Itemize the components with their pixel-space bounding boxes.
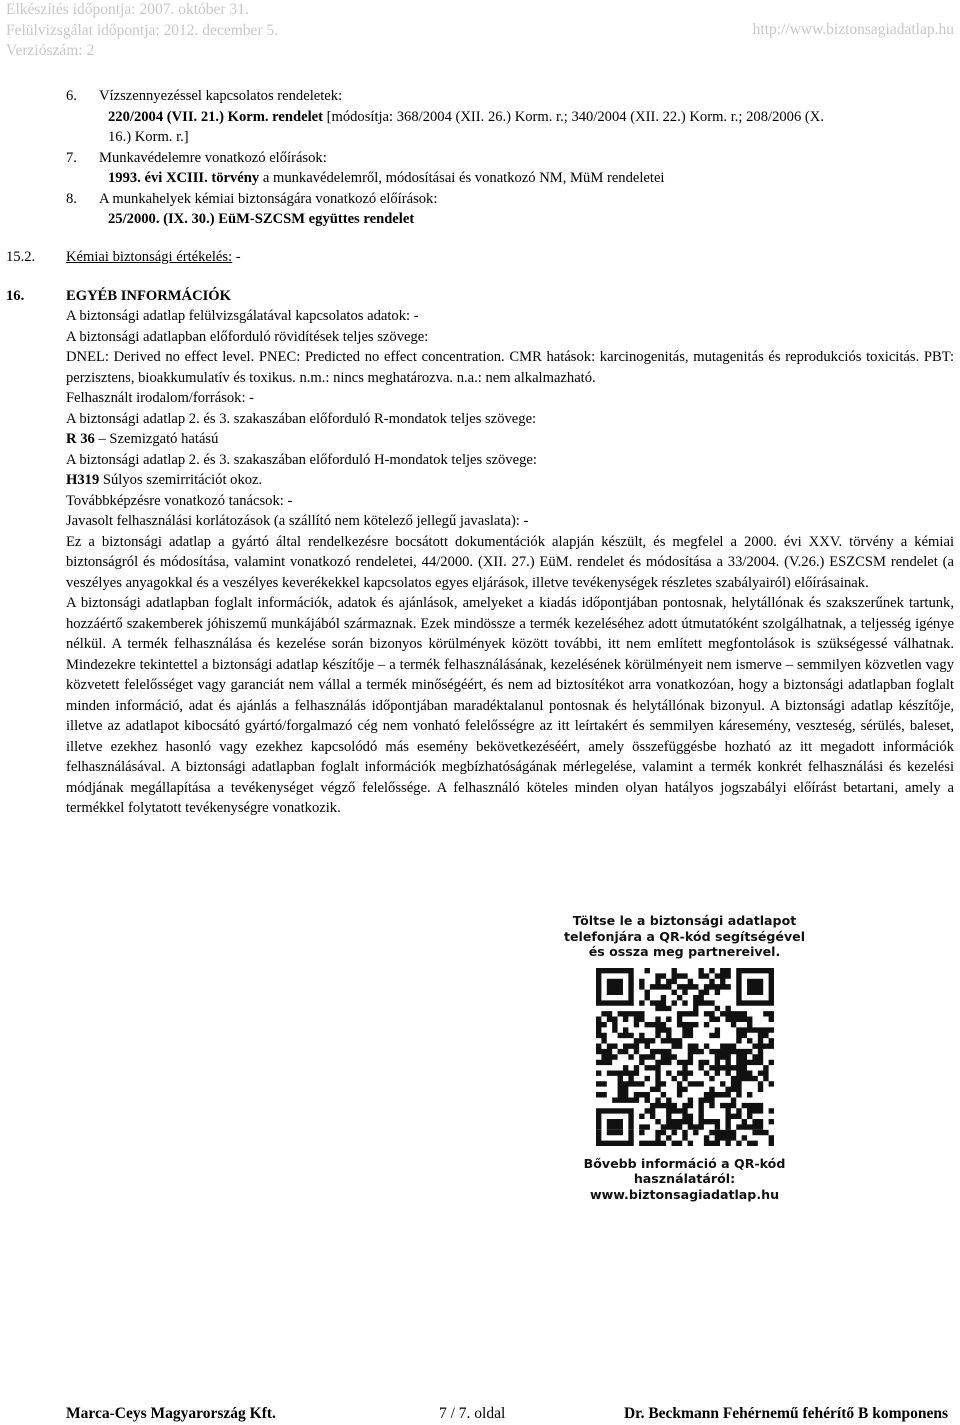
section-value: - xyxy=(232,249,241,265)
r-phrase-code: R 36 xyxy=(66,431,95,447)
qr-caption-bottom-2: használatáról: xyxy=(633,1171,736,1186)
item-title: Vízszennyezéssel kapcsolatos rendeletek: xyxy=(99,88,343,104)
qr-code-icon xyxy=(596,968,774,1146)
section-number: 15.2. xyxy=(6,249,36,265)
abbreviations-intro: A biztonsági adatlapban előforduló rövidítések teljes szövege: xyxy=(66,328,429,345)
section-title: EGYÉB INFORMÁCIÓK xyxy=(66,288,231,304)
literature: Felhasznált irodalom/források: - xyxy=(66,390,255,406)
item-number: 8. xyxy=(66,190,77,207)
revision-info: A biztonsági adatlap felülvizsgálatával kapcsolatos adatok: - xyxy=(66,308,419,324)
regulation-name: 1993. évi XCIII. törvény xyxy=(108,170,260,186)
regulations-list xyxy=(66,86,952,230)
section-number: 16. xyxy=(6,288,25,304)
section-16-body xyxy=(66,306,954,819)
revision-date: Felülvizsgálat időpontja: 2012. december 5. xyxy=(6,21,279,39)
item-number: 6. xyxy=(66,88,77,104)
product-name: Dr. Beckmann Fehérnemű fehérítő B komponens xyxy=(623,1405,948,1422)
version-number: Verziószám: 2 xyxy=(6,42,95,59)
training-advice: Továbbképzésre vonatkozó tanácsok: - xyxy=(66,492,293,509)
qr-caption-top-1: Töltse le a biztonsági adatlapot xyxy=(572,913,797,928)
qr-caption-top-2: telefonjára a QR-kód segítségével xyxy=(563,928,806,944)
abbreviations-text: DNEL: Derived no effect level. PNEC: Predicted no effect concentration. CMR hatások: karcinogenitás, mutagenitás és reprodukciós toxicitás. PBT: perzisztens, bioakkumulatív és toxikus. n.m.: nincs meghatározva. n.a.: nem alkalmazható. xyxy=(66,349,954,386)
h-phrases-intro: A biztonsági adatlap 2. és 3. szakaszában előforduló H-mondatok teljes szövege: xyxy=(66,451,537,468)
regulation-name: 220/2004 (VII. 21.) Korm. rendelet xyxy=(108,108,323,125)
qr-caption-top-3: és ossza meg partnereivel. xyxy=(588,944,781,959)
h-phrase xyxy=(66,470,954,491)
regulation-note-cont: 16.) Korm. r.] xyxy=(108,129,189,145)
r-phrase-text: – Szemizgató hatású xyxy=(94,431,219,447)
h-phrase-code: H319 xyxy=(66,472,100,488)
header-url: http://www.biztonsagiadatlap.hu xyxy=(752,21,954,38)
regulation-name: 25/2000. (IX. 30.) EüM-SZCSM együttes rendelet xyxy=(108,211,415,227)
r-phrase xyxy=(66,429,954,450)
r-phrases-intro: A biztonsági adatlap 2. és 3. szakaszában előforduló R-mondatok teljes szövege: xyxy=(66,410,537,427)
section-15-2 xyxy=(6,247,241,268)
qr-caption-bottom-3: www.biztonsagiadatlap.hu xyxy=(589,1186,780,1202)
qr-caption-bottom-1: Bővebb információ a QR-kód xyxy=(583,1155,786,1171)
page-header xyxy=(6,0,954,62)
item-title: Munkavédelemre vonatkozó előírások: xyxy=(99,149,327,166)
qr-code-block xyxy=(542,913,827,1233)
item-number: 7. xyxy=(66,149,77,166)
h-phrase-text: Súlyos szemirritációt okoz. xyxy=(99,472,263,488)
item-title: A munkahelyek kémiai biztonságára vonatkozó előírások: xyxy=(99,190,438,207)
usage-restrictions: Javasolt felhasználási korlátozások (a szállító nem kötelező jellegű javaslata): - xyxy=(66,513,529,529)
regulation-note: [módosítja: 368/2004 (XII. 26.) Korm. r.; 340/2004 (XII. 22.) Korm. r.; 208/2006 (X. xyxy=(322,108,824,125)
section-title: Kémiai biztonsági értékelés: xyxy=(66,249,233,265)
section-16 xyxy=(6,286,954,307)
page-footer xyxy=(66,1404,954,1424)
regulation-note: a munkavédelemről, módosításai és vonatkozó NM, MüM rendeletei xyxy=(259,170,665,186)
prepared-date: Elkészítés időpontja: 2007. október 31. xyxy=(6,1,249,18)
disclaimer-paragraph: A biztonsági adatlapban foglalt információk, adatok és ajánlások, amelyeket a kiadás időpontjában pontosnak, helytállónak és szakszerűnek tartunk, hozzáértő szakemberek jóhiszemű munkájából származnak. Ezek mindössze a termék kezeléséhez adott útmutatóként szolgálhatnak, a teljesség igénye nélkül. A termék felhasználása és kezelése során bizonyos körülmények között további, itt nem említett megfontolások is szükségessé válhatnak. Mindezekre tekintettel a biztonsági adatlap készítője – a termék felhasználásának, kezelésének körülményeit nem ismerve – semmilyen közvetlen vagy közvetett felelősséget vagy garanciát nem vállal a termék minőségéért, és nem ad biztosítékot arra vonatkozóan, hogy a biztonsági adatlapban foglalt minden információ, adat és ajánlás a felhasználás időpontjában maradéktalanul pontosnak és helytállónak bizonyul. A biztonsági adatlap készítője, illetve az adatlapot kibocsátó gyártó/forgalmazó cég nem vonható felelősségre az itt leírtakért és semmilyen káresemény, veszteség, sérülés, baleset, illetve ezekhez hasonló vagy ezekhez kapcsolódó más esemény bekövetkezéséért, amely összefüggésbe hozható az itt megadott információk felhasználásával. A biztonsági adatlapban foglalt információk megbízhatóságának mérlegelése, valamint a termék konkrét felhasználási és kezelési módjának megállapítása a tevékenységet végző felelőssége. A felhasználó köteles minden olyan hatályos jogszabályi előírást betartani, amely a termékkel folytatott tevékenységre vonatkozik. xyxy=(66,595,954,816)
page-number: 7 / 7. oldal xyxy=(439,1405,506,1422)
company-name: Marca-Ceys Magyarország Kft. xyxy=(66,1405,276,1422)
legal-paragraph: Ez a biztonsági adatlap a gyártó által rendelkezésre bocsátott dokumentációk alapján készült, és megfelel a 2000. évi XXV. törvény a kémiai biztonságról és módosítása, valamint vonatkozó rendeletei, 44/2000. (XII. 27.) EüM. rendelet és módosítása a 33/2004. (V.26.) ESZCSM rendelet (a veszélyes anyagokkal és a veszélyes keverékekkel kapcsolatos egyes eljárások, illetve tevékenységek részletes szabályairól) előírásainak. xyxy=(66,533,954,591)
